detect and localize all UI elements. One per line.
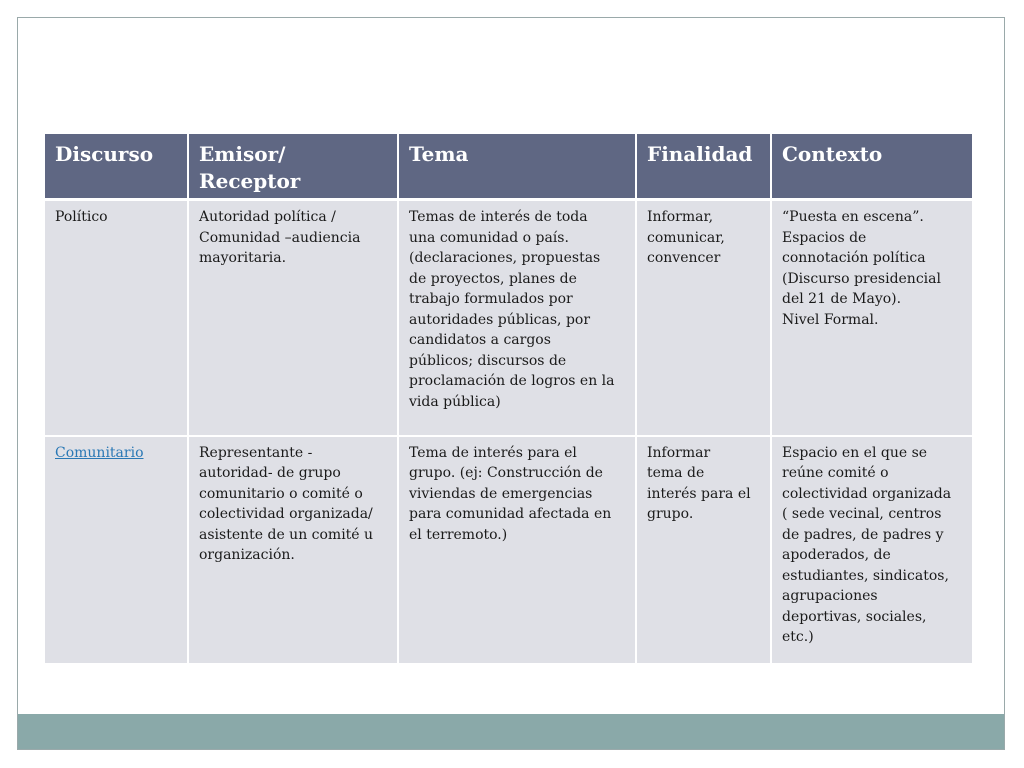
header-emisor-receptor [188,134,398,200]
header-discurso [45,134,188,200]
cell-discurso [45,436,188,664]
header-contexto [771,134,972,200]
header-finalidad-text: Finalidad [647,142,753,166]
cell-contexto [771,200,972,436]
cell-finalidad-line: tema de [647,465,705,481]
cell-finalidad-line: Informar, [647,209,714,225]
cell-emisor-line: autoridad- de grupo [199,465,341,481]
cell-finalidad-line: comunicar, [647,229,725,246]
cell-contexto-line: deportivas, sociales, [782,608,927,625]
cell-contexto-line: de padres, de padres y [782,526,944,543]
header-finalidad [636,134,771,200]
cell-contexto-line: ( sede vecinal, centros [782,506,942,522]
cell-emisor [188,200,398,436]
header-contexto-text: Contexto [782,142,883,166]
discourse-table-container [45,134,972,665]
slide [17,17,1005,750]
cell-finalidad [636,200,771,436]
cell-emisor-line: colectividad organizada/ [199,506,373,522]
cell-tema-line: proclamación de logros en la [409,373,615,389]
cell-emisor-line: asistente de un comité u [199,526,374,543]
cell-emisor-line: Representante - [199,444,313,461]
cell-tema-line: autoridades públicas, por [409,311,591,328]
cell-tema [398,436,636,664]
cell-tema-line: candidatos a cargos [409,332,551,348]
cell-finalidad-line: interés para el [647,485,751,502]
cell-tema-line: una comunidad o país. [409,229,569,246]
discurso-label: Político [55,209,108,225]
table-row-comunitario [45,436,972,664]
cell-tema-line: el terremoto.) [409,526,508,543]
cell-contexto-line: reúne comité o [782,465,889,481]
header-tema [398,134,636,200]
cell-tema-line: para comunidad afectada en [409,506,612,522]
cell-tema-line: públicos; discursos de [409,352,567,369]
cell-emisor-line: comunitario o comité o [199,485,363,502]
cell-tema-line: grupo. (ej: Construcción de [409,465,603,481]
cell-contexto-line: estudiantes, sindicatos, [782,567,949,584]
cell-finalidad-line: Informar [647,444,711,461]
cell-tema-line: Temas de interés de toda [409,209,588,225]
cell-contexto-line: etc.) [782,629,814,645]
cell-contexto-line: colectividad organizada [782,485,952,502]
cell-emisor-line: Comunidad –audiencia [199,229,361,246]
header-emisor-text: Emisor/ [199,142,286,166]
header-row [45,134,972,200]
cell-contexto-line: (Discurso presidencial [782,270,941,287]
cell-tema-line: trabajo formulados por [409,291,573,307]
cell-finalidad [636,436,771,664]
cell-tema-line: (declaraciones, propuestas [409,250,601,266]
cell-emisor-line: organización. [199,547,295,563]
cell-tema-line: de proyectos, planes de [409,270,577,287]
cell-contexto-line: del 21 de Mayo). [782,291,902,307]
cell-finalidad-line: grupo. [647,506,694,522]
header-receptor-text: Receptor [199,169,301,193]
cell-emisor-line: Autoridad política / [199,209,336,225]
cell-contexto-line: apoderados, de [782,547,891,563]
cell-emisor [188,436,398,664]
footer-bar [18,714,1004,749]
header-tema-text: Tema [409,142,469,166]
cell-finalidad-line: convencer [647,250,721,266]
cell-contexto-line: connotación política [782,250,926,266]
table-row-politico [45,200,972,436]
cell-contexto-line: Espacio en el que se [782,444,928,461]
cell-discurso [45,200,188,436]
discourse-table [45,134,972,665]
cell-tema [398,200,636,436]
header-discurso-text: Discurso [55,142,154,166]
cell-contexto-line: “Puesta en escena”. [782,209,924,225]
cell-contexto-line: Espacios de [782,229,867,246]
cell-tema-line: viviendas de emergencias [409,485,593,502]
cell-contexto [771,436,972,664]
cell-emisor-line: mayoritaria. [199,250,287,266]
cell-tema-line: Tema de interés para el [409,444,577,461]
cell-tema-line: vida pública) [409,393,501,410]
cell-contexto-line: Nivel Formal. [782,311,879,328]
discurso-link-comunitario[interactable]: Comunitario [55,444,144,461]
cell-contexto-line: agrupaciones [782,588,878,604]
